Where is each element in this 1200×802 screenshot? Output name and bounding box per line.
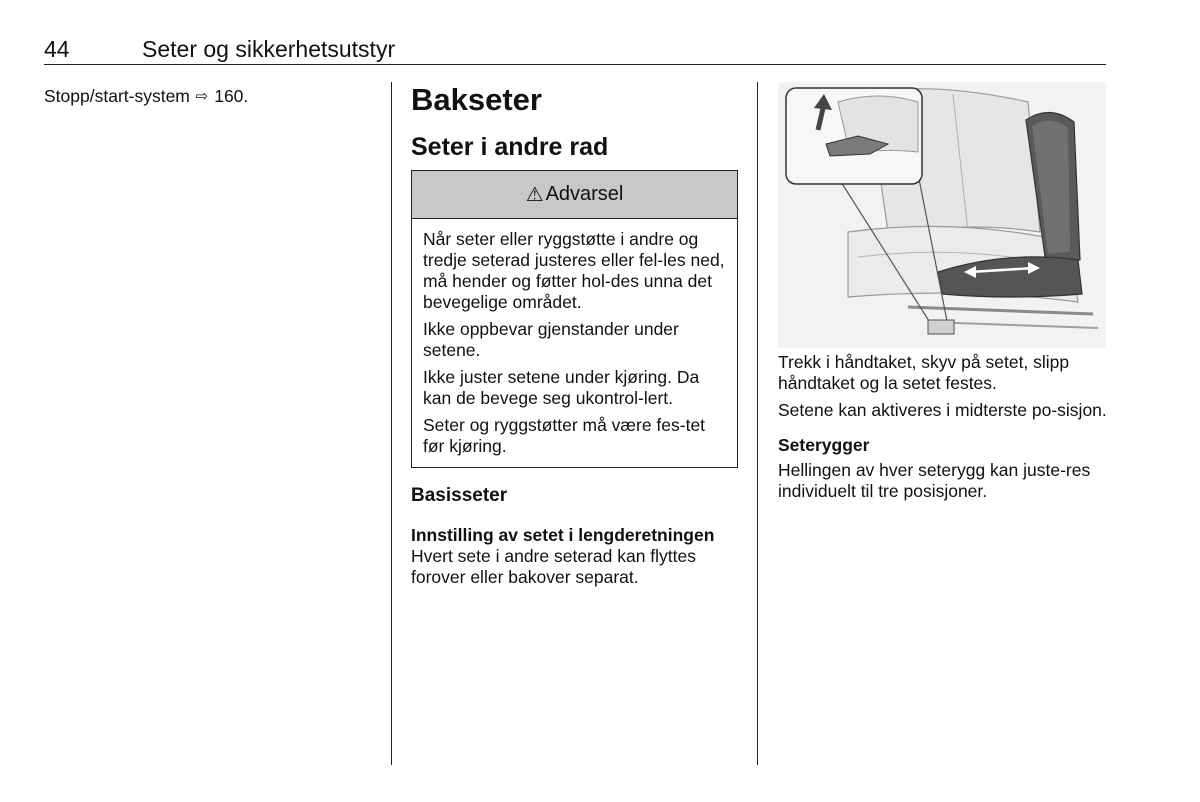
warning-box [411, 170, 738, 468]
arrow-right-outline-icon: ⇨ [195, 88, 209, 105]
xref-text: Stopp/start-system [44, 86, 190, 106]
warning-paragraph: Når seter eller ryggstøtte i andre og tredje seterad justeres eller fel-les ned, må hender og føtter hol-des unna det bevegelige området. [423, 229, 725, 312]
warning-header [412, 171, 737, 219]
page-header [44, 34, 1106, 65]
warning-title: Advarsel [545, 183, 624, 205]
section-subtitle: Seter i andre rad [411, 133, 609, 161]
instruction-paragraph: Trekk i håndtaket, skyv på setet, slipp håndtaket og la setet festes. [778, 352, 1070, 393]
warning-body [412, 219, 737, 467]
left-column [44, 86, 374, 107]
page-number: 44 [44, 36, 70, 62]
running-title: Seter og sikkerhetsutstyr [142, 36, 396, 62]
basis-heading: Basisseter [411, 485, 508, 506]
column-divider-left [391, 82, 392, 765]
section-title: Bakseter [411, 82, 542, 117]
warning-paragraph: Ikke oppbevar gjenstander under setene. [423, 319, 679, 360]
warning-paragraph: Seter og ryggstøtter må være fes-tet før kjøring. [423, 415, 706, 456]
seat-adjustment-illustration [778, 82, 1106, 348]
warning-paragraph: Ikke juster setene under kjøring. Da kan de bevege seg ukontrol-lert. [423, 367, 700, 408]
xref-page-link[interactable]: 160. [214, 86, 249, 106]
backrest-paragraph: Hellingen av hver seterygg kan juste-res individuelt til tre posisjoner. [778, 460, 1091, 501]
warning-triangle-icon: ⚠ [525, 184, 544, 206]
right-column [778, 82, 1108, 502]
basis-text: Hvert sete i andre seterad kan flyttes forover eller bakover separat. [411, 546, 696, 587]
backrest-heading: Seterygger [778, 435, 870, 455]
activation-paragraph: Setene kan aktiveres i midterste po-sisjon. [778, 400, 1107, 420]
basis-subheading: Innstilling av setet i lengderetningen [411, 525, 715, 545]
column-divider-right [757, 82, 758, 765]
middle-column [411, 82, 739, 588]
